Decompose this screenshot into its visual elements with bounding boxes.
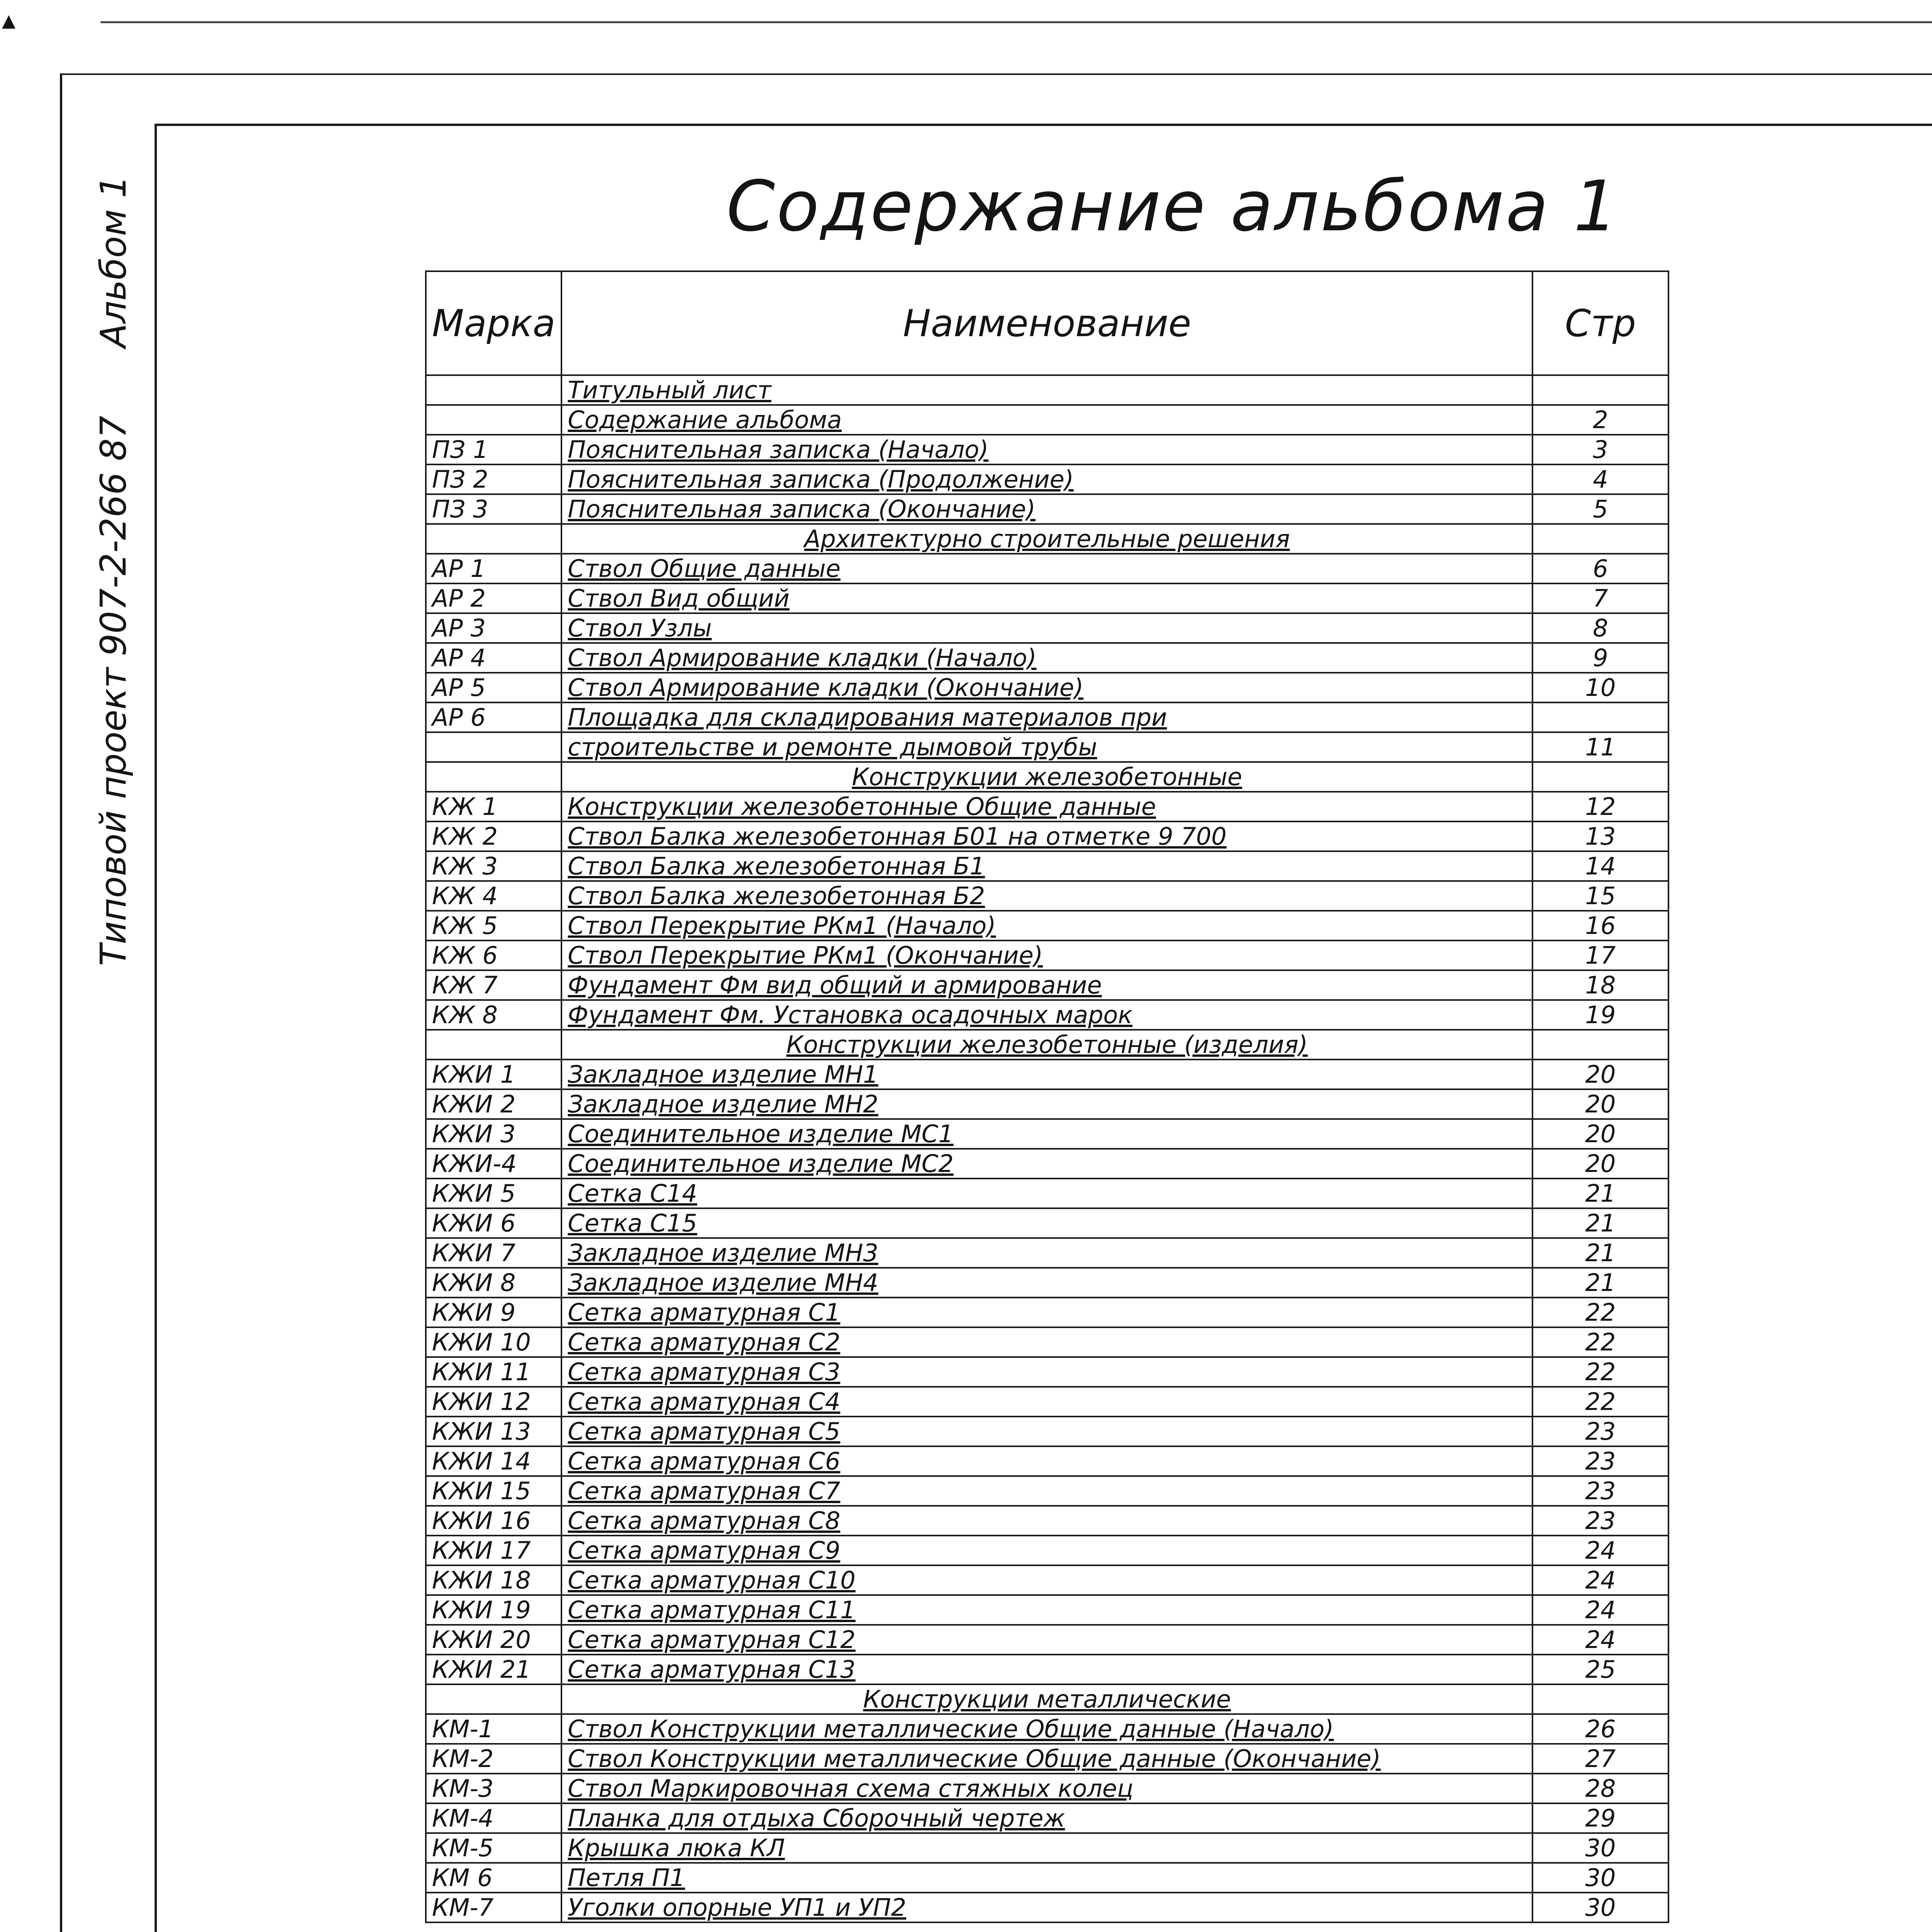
row-title: Пояснительная записка (Продолжение): [561, 464, 1532, 494]
table-row: [426, 375, 1668, 405]
table-row: [426, 464, 1668, 494]
row-title: Уголки опорные УП1 и УП2: [561, 1893, 1532, 1922]
row-title: Крышка люка КЛ: [561, 1833, 1532, 1863]
row-mark: [426, 732, 561, 762]
row-title: Сетка арматурная С7: [561, 1476, 1532, 1506]
row-mark: АР 5: [426, 673, 561, 702]
table-row: [426, 435, 1668, 464]
album-label: Альбом 1: [93, 175, 134, 348]
row-page: 9: [1532, 643, 1668, 673]
table-header-row: [426, 271, 1668, 375]
page-title: Содержание альбома 1: [726, 166, 1619, 247]
row-page: 22: [1532, 1387, 1668, 1417]
row-mark: КЖИ 7: [426, 1238, 561, 1268]
row-mark: КЖИ 17: [426, 1536, 561, 1565]
row-title: Сетка арматурная С10: [561, 1565, 1532, 1595]
row-page: 24: [1532, 1595, 1668, 1625]
row-page: 4: [1532, 464, 1668, 494]
row-mark: [426, 1684, 561, 1714]
table-row: [426, 1476, 1668, 1506]
row-mark: КЖИ 2: [426, 1089, 561, 1119]
row-title: Соединительное изделие МС2: [561, 1149, 1532, 1179]
table-row: [426, 1565, 1668, 1595]
row-mark: КЖИ 10: [426, 1327, 561, 1357]
row-title: Закладное изделие МН4: [561, 1268, 1532, 1298]
row-title: Ствол Балка железобетонная Б1: [561, 851, 1532, 881]
row-mark: КЖ 8: [426, 1000, 561, 1030]
row-title: Ствол Балка железобетонная Б01 на отметке 9 700: [561, 821, 1532, 851]
row-title: Ствол Перекрытие РКм1 (Начало): [561, 911, 1532, 940]
row-page: 22: [1532, 1298, 1668, 1327]
table-row: [426, 1446, 1668, 1476]
row-title: Сетка арматурная С13: [561, 1655, 1532, 1684]
row-title: Пояснительная записка (Начало): [561, 435, 1532, 464]
row-page: 17: [1532, 940, 1668, 970]
table-row: [426, 1536, 1668, 1565]
table-row: [426, 1774, 1668, 1803]
table-row: [426, 821, 1668, 851]
row-title: Площадка для складирования материалов при: [561, 702, 1532, 732]
row-title: Сетка арматурная С12: [561, 1625, 1532, 1655]
corner-mark: ▴: [2, 4, 16, 36]
table-row: [426, 1298, 1668, 1327]
row-title: Ствол Узлы: [561, 613, 1532, 643]
table-row: [426, 1744, 1668, 1774]
table-row: [426, 494, 1668, 524]
row-title: Ствол Перекрытие РКм1 (Окончание): [561, 940, 1532, 970]
row-title: Сетка арматурная С11: [561, 1595, 1532, 1625]
row-title: Петля П1: [561, 1863, 1532, 1893]
table-row: [426, 1833, 1668, 1863]
row-page: 20: [1532, 1089, 1668, 1119]
row-page: 13: [1532, 821, 1668, 851]
row-mark: КЖИ 11: [426, 1357, 561, 1387]
row-page: 26: [1532, 1714, 1668, 1744]
row-mark: КМ-5: [426, 1833, 561, 1863]
table-row: [426, 1595, 1668, 1625]
table-row: [426, 613, 1668, 643]
table-row: [426, 1417, 1668, 1446]
row-mark: КЖИ 13: [426, 1417, 561, 1446]
row-page: 11: [1532, 732, 1668, 762]
row-page: 29: [1532, 1803, 1668, 1833]
table-row: [426, 673, 1668, 702]
row-page: 2: [1532, 405, 1668, 435]
table-row: [426, 881, 1668, 911]
row-mark: КМ-4: [426, 1803, 561, 1833]
row-page: 30: [1532, 1893, 1668, 1922]
row-title: Титульный лист: [561, 375, 1532, 405]
row-mark: КЖ 6: [426, 940, 561, 970]
row-mark: КМ-1: [426, 1714, 561, 1744]
row-mark: КЖИ 3: [426, 1119, 561, 1149]
row-page: 23: [1532, 1417, 1668, 1446]
row-title: Ствол Армирование кладки (Окончание): [561, 673, 1532, 702]
row-mark: ПЗ 3: [426, 494, 561, 524]
row-title: Планка для отдыха Сборочный чертеж: [561, 1803, 1532, 1833]
row-title: Сетка арматурная С1: [561, 1298, 1532, 1327]
row-page: 20: [1532, 1060, 1668, 1089]
table-row: [426, 792, 1668, 821]
row-page: 14: [1532, 851, 1668, 881]
row-mark: КЖИ 6: [426, 1208, 561, 1238]
row-mark: [426, 1030, 561, 1060]
row-page: [1532, 762, 1668, 792]
row-title: Сетка арматурная С9: [561, 1536, 1532, 1565]
row-mark: КЖИ 20: [426, 1625, 561, 1655]
row-mark: АР 2: [426, 583, 561, 613]
row-page: 10: [1532, 673, 1668, 702]
table-row: [426, 1893, 1668, 1922]
row-page: 19: [1532, 1000, 1668, 1030]
row-title: Закладное изделие МН2: [561, 1089, 1532, 1119]
table-row: [426, 1684, 1668, 1714]
table-row: [426, 851, 1668, 881]
project-label: Типовой проект 907-2-266 87: [93, 415, 134, 966]
row-mark: КЖИ 18: [426, 1565, 561, 1595]
contents-table: [425, 270, 1669, 1923]
row-page: [1532, 1030, 1668, 1060]
row-mark: КМ-7: [426, 1893, 561, 1922]
row-title: Ствол Общие данные: [561, 554, 1532, 583]
row-title: Ствол Армирование кладки (Начало): [561, 643, 1532, 673]
table-row: [426, 405, 1668, 435]
row-title: Сетка арматурная С8: [561, 1506, 1532, 1536]
row-mark: ПЗ 2: [426, 464, 561, 494]
row-mark: КЖИ 5: [426, 1179, 561, 1208]
row-page: 22: [1532, 1327, 1668, 1357]
row-mark: КЖИ 15: [426, 1476, 561, 1506]
row-page: 20: [1532, 1149, 1668, 1179]
table-row: [426, 1208, 1668, 1238]
row-page: [1532, 702, 1668, 732]
table-row: [426, 1803, 1668, 1833]
table-row: [426, 762, 1668, 792]
row-mark: КЖ 2: [426, 821, 561, 851]
row-mark: АР 3: [426, 613, 561, 643]
row-mark: КЖ 5: [426, 911, 561, 940]
row-page: 21: [1532, 1268, 1668, 1298]
row-title: Ствол Маркировочная схема стяжных колец: [561, 1774, 1532, 1803]
row-page: 27: [1532, 1744, 1668, 1774]
table-row: [426, 732, 1668, 762]
row-title: Фундамент Фм вид общий и армирование: [561, 970, 1532, 1000]
row-page: 16: [1532, 911, 1668, 940]
table-row: [426, 643, 1668, 673]
row-title: Пояснительная записка (Окончание): [561, 494, 1532, 524]
row-page: 23: [1532, 1476, 1668, 1506]
table-row: [426, 911, 1668, 940]
row-mark: КЖИ-4: [426, 1149, 561, 1179]
row-mark: [426, 524, 561, 554]
row-title: Ствол Конструкции металлические Общие данные (Окончание): [561, 1744, 1532, 1774]
row-mark: КЖИ 14: [426, 1446, 561, 1476]
row-page: [1532, 524, 1668, 554]
table-row: [426, 940, 1668, 970]
row-mark: КМ 6: [426, 1863, 561, 1893]
row-title: Ствол Конструкции металлические Общие данные (Начало): [561, 1714, 1532, 1744]
row-mark: АР 4: [426, 643, 561, 673]
row-page: 21: [1532, 1179, 1668, 1208]
row-mark: КЖИ 21: [426, 1655, 561, 1684]
table-row: [426, 1030, 1668, 1060]
row-page: 24: [1532, 1536, 1668, 1565]
row-page: 21: [1532, 1238, 1668, 1268]
row-title: Сетка арматурная С5: [561, 1417, 1532, 1446]
row-page: 23: [1532, 1446, 1668, 1476]
row-title: Сетка арматурная С6: [561, 1446, 1532, 1476]
row-title: Сетка С14: [561, 1179, 1532, 1208]
table-row: [426, 1655, 1668, 1684]
table-row: [426, 1238, 1668, 1268]
table-row: [426, 702, 1668, 732]
table-row: [426, 1357, 1668, 1387]
table-row: [426, 1863, 1668, 1893]
row-mark: КЖИ 12: [426, 1387, 561, 1417]
table-row: [426, 1387, 1668, 1417]
row-mark: ПЗ 1: [426, 435, 561, 464]
row-page: 12: [1532, 792, 1668, 821]
row-mark: КЖ 7: [426, 970, 561, 1000]
row-title: Сетка арматурная С2: [561, 1327, 1532, 1357]
table-row: [426, 1000, 1668, 1030]
row-mark: КЖИ 9: [426, 1298, 561, 1327]
row-page: 23: [1532, 1506, 1668, 1536]
row-title: Ствол Вид общий: [561, 583, 1532, 613]
table-row: [426, 970, 1668, 1000]
header-mark: Марка: [426, 271, 561, 375]
row-page: 3: [1532, 435, 1668, 464]
row-mark: АР 1: [426, 554, 561, 583]
row-title: Конструкции железобетонные Общие данные: [561, 792, 1532, 821]
row-page: 28: [1532, 1774, 1668, 1803]
row-mark: КЖ 1: [426, 792, 561, 821]
row-page: 24: [1532, 1625, 1668, 1655]
row-mark: КЖ 3: [426, 851, 561, 881]
row-mark: КЖ 4: [426, 881, 561, 911]
row-page: 25: [1532, 1655, 1668, 1684]
row-title: Ствол Балка железобетонная Б2: [561, 881, 1532, 911]
table-row: [426, 1119, 1668, 1149]
table-row: [426, 583, 1668, 613]
row-title: Конструкции железобетонные (изделия): [561, 1030, 1532, 1060]
row-mark: КЖИ 1: [426, 1060, 561, 1089]
row-title: Сетка арматурная С4: [561, 1387, 1532, 1417]
row-mark: [426, 762, 561, 792]
table-row: [426, 1327, 1668, 1357]
row-title: Архитектурно строительные решения: [561, 524, 1532, 554]
row-page: 8: [1532, 613, 1668, 643]
row-page: 6: [1532, 554, 1668, 583]
header-name: Наименование: [561, 271, 1532, 375]
row-title: Сетка арматурная С3: [561, 1357, 1532, 1387]
header-page: Стр: [1532, 271, 1668, 375]
row-page: 5: [1532, 494, 1668, 524]
row-mark: [426, 375, 561, 405]
row-page: 20: [1532, 1119, 1668, 1149]
row-page: 22: [1532, 1357, 1668, 1387]
row-page: [1532, 375, 1668, 405]
table-row: [426, 1179, 1668, 1208]
row-mark: [426, 405, 561, 435]
row-title: Фундамент Фм. Установка осадочных марок: [561, 1000, 1532, 1030]
row-title: строительстве и ремонте дымовой трубы: [561, 732, 1532, 762]
row-page: [1532, 1684, 1668, 1714]
table-row: [426, 524, 1668, 554]
table-row: [426, 1714, 1668, 1744]
row-page: 30: [1532, 1833, 1668, 1863]
row-mark: АР 6: [426, 702, 561, 732]
row-title: Соединительное изделие МС1: [561, 1119, 1532, 1149]
row-title: Конструкции железобетонные: [561, 762, 1532, 792]
row-mark: КЖИ 16: [426, 1506, 561, 1536]
contents-rows: [426, 375, 1668, 1922]
row-mark: КМ-3: [426, 1774, 561, 1803]
row-mark: КМ-2: [426, 1744, 561, 1774]
table-row: [426, 1268, 1668, 1298]
row-title: Содержание альбома: [561, 405, 1532, 435]
table-row: [426, 1506, 1668, 1536]
table-row: [426, 1625, 1668, 1655]
row-mark: КЖИ 8: [426, 1268, 561, 1298]
row-page: 15: [1532, 881, 1668, 911]
row-mark: КЖИ 19: [426, 1595, 561, 1625]
table-row: [426, 1149, 1668, 1179]
row-page: 30: [1532, 1863, 1668, 1893]
top-rule: [100, 21, 1932, 23]
row-title: Сетка С15: [561, 1208, 1532, 1238]
table-row: [426, 1089, 1668, 1119]
row-page: 7: [1532, 583, 1668, 613]
row-page: 21: [1532, 1208, 1668, 1238]
row-title: Конструкции металлические: [561, 1684, 1532, 1714]
row-page: 24: [1532, 1565, 1668, 1595]
row-title: Закладное изделие МН3: [561, 1238, 1532, 1268]
row-page: 18: [1532, 970, 1668, 1000]
table-row: [426, 1060, 1668, 1089]
table-row: [426, 554, 1668, 583]
row-title: Закладное изделие МН1: [561, 1060, 1532, 1089]
